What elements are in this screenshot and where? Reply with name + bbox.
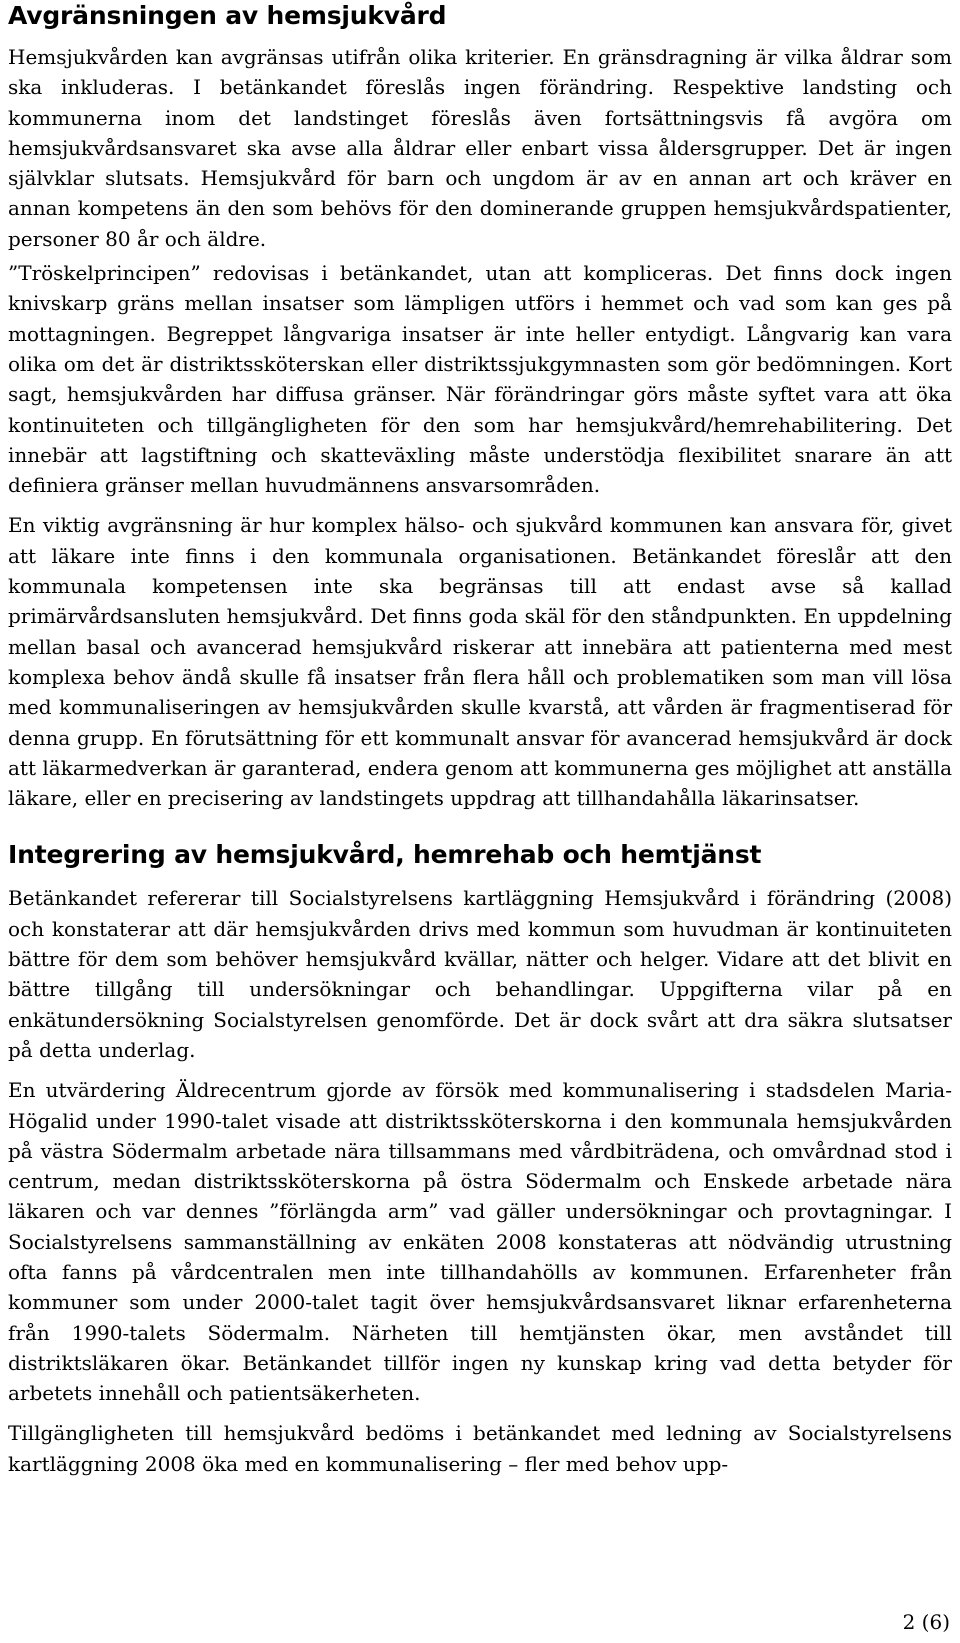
- document-page: [8, 0, 952, 1489]
- paragraph: En utvärdering Äldrecentrum gjorde av försök med kommunalisering i stadsdelen Maria-Högalid under 1990-talet visade att distriktssköterskorna i den kommunala hemsjukvården på västra Södermalm arbetade nära tillsammans med vårdbiträdena, och omvårdnad stod i centrum, medan distriktssköterskorna på östra Södermalm och Enskede arbetade nära läkaren och var dennes ”förlängda arm” vad gäller undersökningar och provtagningar. I Socialstyrelsens sammanställning av enkäten 2008 konstateras att nödvändig utrustning ofta fanns på vårdcentralen men inte tillhandahölls av kommunen. Erfarenheter från kommuner som under 2000-talet tagit över hemsjukvårdsansvaret liknar erfarenheterna från 1990-talets Södermalm. Närheten till hemtjänsten ökar, men avståndet till distriktsläkaren ökar. Betänkandet tillför ingen ny kunskap kring vad detta betyder för arbetets innehåll och patientsäkerheten.: [8, 1078, 952, 1406]
- paragraph: Hemsjukvården kan avgränsas utifrån olika kriterier. En gränsdragning är vilka åldrar som ska inkluderas. I betänkandet föreslås ingen förändring. Respektive landsting och kommunerna inom det landstinget föreslås även fortsättningsvis få avgöra om hemsjukvårdsansvaret ska avse alla åldrar eller enbart vissa åldersgrupper. Det är ingen självklar slutsats. Hemsjukvård för barn och ungdom är av en annan art och kräver en annan kompetens än den som behövs för den dominerande gruppen hemsjukvårdspatienter, personer 80 år och äldre.: [8, 45, 952, 251]
- paragraph: En viktig avgränsning är hur komplex hälso- och sjukvård kommunen kan ansvara för, givet att läkare inte finns i den kommunala organisationen. Betänkandet föreslår att den kommunala kompetensen inte ska begränsas till att endast avse så kallad primärvårdsansluten hemsjukvård. Det finns goda skäl för den ståndpunkten. En uppdelning mellan basal och avancerad hemsjukvård riskerar att innebära att patienterna med mest komplexa behov ändå skulle få insatser från flera håll och problematiken som man vill lösa med kommunaliseringen av hemsjukvården skulle kvarstå, att vården är fragmentiserad för denna grupp. En förutsättning för ett kommunalt ansvar för avancerad hemsjukvård är dock att läkarmedverkan är garanterad, endera genom att kommunerna ges möjlighet att anställa läkare, eller en precisering av landstingets uppdrag att tillhandahålla läkarinsatser.: [8, 513, 952, 811]
- paragraph: ”Tröskelprincipen” redovisas i betänkandet, utan att kompliceras. Det finns dock ingen knivskarp gräns mellan insatser som lämpligen utförs i hemmet och vad som kan ges på mottagningen. Begreppet långvariga insatser är inte heller entydigt. Långvarig kan vara olika om det är distriktssköterskan eller distriktssjukgymnasten som gör bedömningen. Kort sagt, hemsjukvården har diffusa gränser. När förändringar görs måste syftet vara att öka kontinuiteten och tillgängligheten för den som har hemsjukvård/hemrehabilitering. Det innebär att lagstiftning och skatteväxling måste understödja flexibilitet snarare än att definiera gränser mellan huvudmännens ansvarsområden.: [8, 261, 952, 498]
- paragraph: Tillgängligheten till hemsjukvård bedöms i betänkandet med ledning av Socialstyrelsens kartläggning 2008 öka med en kommunalisering – fler med behov upp-: [8, 1421, 952, 1476]
- page-number: 2 (6): [902, 1610, 950, 1634]
- paragraph: Betänkandet refererar till Socialstyrelsens kartläggning Hemsjukvård i förändring (2008) och konstaterar att där hemsjukvården drivs med kommun som huvudman är kontinuiteten bättre för dem som behöver hemsjukvård kvällar, nätter och helger. Vidare att det blivit en bättre tillgång till undersökningar och behandlingar. Uppgifterna vilar på en enkätundersökning Socialstyrelsen genomförde. Det är dock svårt att dra säkra slutsatser på detta underlag.: [8, 886, 952, 1062]
- section-heading-integrering: Integrering av hemsjukvård, hemrehab och hemtjänst: [8, 840, 762, 870]
- section-heading-avgransning: Avgränsningen av hemsjukvård: [8, 1, 447, 30]
